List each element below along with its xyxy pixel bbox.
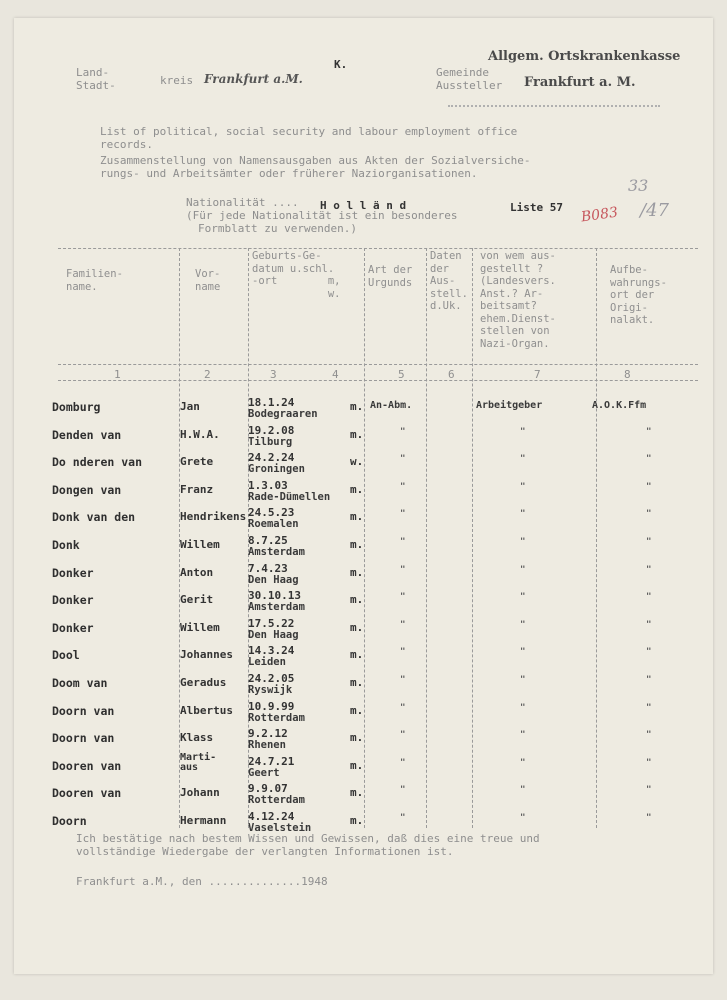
col-divider-4 (426, 248, 427, 828)
row-archive-location: " (646, 730, 652, 741)
column-number-6: 6 (448, 368, 455, 381)
kreis-value: Frankfurt a.M. (204, 72, 303, 86)
title-german-line-1: Zusammenstellung von Namensausgaben aus Akten der Sozialversiche- (100, 154, 531, 167)
header-art-der-urkunde: Art der Urgunds (368, 264, 413, 289)
row-birthdate: 9.2.12 (248, 727, 288, 741)
row-document-type: " (400, 481, 406, 492)
row-sex: m. (350, 814, 364, 827)
aussteller-label: Aussteller (436, 79, 503, 92)
row-birthplace: Amsterdam (248, 601, 305, 614)
row-firstname: H.W.A. (180, 427, 220, 441)
row-birthplace: Den Haag (248, 628, 299, 641)
row-birthplace: Rade-Dümellen (248, 490, 331, 503)
pencil-note-top: 33 (628, 176, 649, 195)
row-firstname: Jan (180, 400, 200, 413)
table-colnum-rule (58, 380, 698, 381)
row-surname: Donk van den (52, 510, 136, 525)
kreis-label: kreis (160, 74, 194, 87)
header-von-wem: von wem aus- gestellt ? (Landesvers. Anst.? Ar- beitsamt? ehem.Dienst- stellen von Nazi-Organ. (480, 250, 556, 350)
row-birthplace: Ryswijk (248, 684, 293, 696)
row-surname: Dool (52, 648, 80, 663)
title-english-line-2: records. (100, 138, 153, 151)
row-sex: m. (350, 786, 364, 800)
row-sex: m. (350, 648, 364, 662)
row-surname: Donker (52, 593, 94, 608)
column-number-8: 8 (624, 368, 631, 381)
row-issuer: " (520, 509, 526, 520)
row-birthplace: Geert (248, 766, 280, 779)
row-issuer: " (520, 592, 526, 603)
row-issuer: " (520, 537, 526, 547)
row-archive-location: " (646, 675, 652, 685)
row-birthplace: Rhenen (248, 739, 286, 752)
stamp-line-1: Allgem. Ortskrankenkasse (488, 49, 681, 64)
table-top-rule (58, 248, 698, 249)
row-firstname: Hermann (180, 814, 227, 827)
row-firstname: Klass (180, 731, 214, 745)
row-document-type: " (400, 647, 406, 658)
row-birthplace: Rotterdam (248, 794, 305, 807)
row-birthdate: 10.9.99 (248, 699, 295, 713)
row-surname: Donk (52, 538, 80, 552)
row-document-type: " (400, 509, 406, 520)
row-sex: m. (350, 703, 364, 717)
nationality-note-line-2: Formblatt zu verwenden.) (198, 222, 357, 235)
header-familienname: Familien- name. (66, 268, 123, 293)
row-firstname: Geradus (180, 676, 227, 689)
row-firstname: Marti- aus (180, 751, 217, 773)
row-surname: Denden van (52, 427, 122, 442)
row-firstname: Johann (180, 786, 220, 800)
row-surname: Doorn van (52, 731, 115, 746)
row-issuer: " (520, 813, 526, 823)
row-birthplace: Leiden (248, 656, 286, 669)
row-sex: w. (350, 455, 364, 469)
column-number-4: 4 (332, 368, 339, 381)
row-birthdate: 1.3.03 (248, 478, 288, 492)
row-birthdate: 30.10.13 (248, 589, 301, 603)
row-birthplace: Bodegraaren (248, 408, 318, 420)
row-archive-location: " (646, 813, 652, 823)
row-surname: Doorn (52, 814, 87, 828)
row-birthdate: 17.5.22 (248, 616, 295, 630)
row-birthplace: Vaselstein (248, 822, 312, 834)
row-sex: m. (350, 510, 364, 524)
row-surname: Dooren van (52, 786, 122, 801)
row-surname: Dongen van (52, 482, 122, 497)
column-number-3: 3 (270, 368, 277, 381)
nationality-value: H o l l ä n d (320, 199, 407, 212)
red-handwritten-mark: B083 (580, 204, 619, 226)
stadt-label: Stadt- (76, 79, 116, 92)
row-archive-location: " (646, 592, 652, 603)
header-aufbewahrungsort: Aufbe- wahrungs- ort der Origi- nalakt. (610, 264, 667, 326)
row-surname: Donker (52, 565, 94, 580)
document-sheet (14, 18, 713, 974)
column-number-5: 5 (398, 368, 405, 381)
row-firstname: Hendrikens (180, 510, 247, 524)
row-archive-location: " (646, 757, 652, 768)
col-divider-5 (472, 248, 473, 828)
row-birthplace: Rotterdam (248, 711, 305, 724)
row-document-type: " (400, 757, 406, 768)
row-surname: Doom van (52, 676, 108, 690)
row-issuer: " (520, 702, 526, 713)
col-divider-6 (596, 248, 597, 828)
title-german-line-2: rungs- und Arbeitsämter oder früherer Naziorganisationen. (100, 167, 478, 180)
row-issuer: " (520, 481, 526, 492)
row-birthplace: Groningen (248, 463, 305, 476)
row-firstname: Gerit (180, 593, 214, 607)
row-sex: m. (350, 593, 364, 607)
row-birthdate: 9.9.07 (248, 782, 288, 796)
row-issuer: " (520, 454, 526, 465)
stamp-line-2: Frankfurt a. M. (524, 75, 636, 90)
row-sex: m. (350, 731, 364, 745)
header-vorname: Vor- name (195, 268, 221, 293)
row-issuer: " (520, 564, 526, 575)
row-birthdate: 4.12.24 (248, 810, 295, 823)
row-surname: Dooren van (52, 758, 122, 773)
row-surname: Doorn van (52, 703, 115, 718)
row-issuer: " (520, 785, 526, 796)
row-document-type: " (400, 702, 406, 713)
row-firstname: Anton (180, 565, 214, 579)
row-firstname: Johannes (180, 648, 233, 662)
row-sex: m. (350, 427, 364, 441)
row-birthplace: Tilburg (248, 435, 293, 448)
row-sex: m. (350, 758, 364, 772)
nationality-label: Nationalität .... (186, 196, 299, 209)
row-document-type: " (400, 785, 406, 796)
row-document-type: " (400, 426, 406, 437)
header-geburtsdatum: Geburts-Ge- datum u.schl. -ort m, w. (252, 250, 341, 300)
row-birthdate: 18.1.24 (248, 396, 295, 409)
row-birthdate: 14.3.24 (248, 644, 295, 658)
row-firstname: Willem (180, 538, 220, 551)
row-issuer: " (520, 426, 526, 437)
row-birthdate: 24.2.05 (248, 672, 295, 685)
header-dotted-rule (448, 105, 660, 107)
list-number: Liste 57 (510, 201, 563, 214)
row-birthdate: 7.4.23 (248, 561, 288, 575)
row-birthplace: Amsterdam (248, 546, 305, 558)
row-birthplace: Roemalen (248, 518, 299, 531)
row-firstname: Albertus (180, 703, 233, 717)
land-label: Land- (76, 66, 110, 79)
row-issuer: Arbeitgeber (476, 400, 543, 411)
row-archive-location: " (646, 647, 652, 658)
row-sex: m. (350, 676, 364, 689)
row-document-type: " (400, 537, 406, 547)
row-firstname: Franz (180, 482, 214, 496)
row-archive-location: " (646, 702, 652, 713)
row-document-type: " (400, 564, 406, 575)
row-birthdate: 24.5.23 (248, 506, 295, 520)
row-archive-location: " (646, 509, 652, 520)
gemeinde-label: Gemeinde (436, 66, 489, 79)
row-document-type: " (400, 730, 406, 741)
row-firstname: Grete (180, 455, 214, 469)
certification-line-1: Ich bestätige nach bestem Wissen und Gewissen, daß dies eine treue und (76, 832, 540, 845)
row-document-type: " (400, 813, 406, 823)
row-archive-location: " (646, 619, 652, 630)
header-letter: K. (334, 58, 348, 71)
row-surname: Donker (52, 620, 94, 635)
row-document-type: " (400, 619, 406, 630)
row-document-type: " (400, 592, 406, 603)
row-surname: Domburg (52, 400, 101, 414)
column-number-1: 1 (114, 368, 121, 381)
row-surname: Do nderen van (52, 455, 143, 470)
row-sex: m. (350, 538, 364, 551)
row-birthdate: 24.7.21 (248, 754, 295, 768)
row-archive-location: " (646, 564, 652, 575)
header-daten-ausstellung: Daten der Aus- stell. d.Uk. (430, 250, 468, 312)
row-issuer: " (520, 675, 526, 685)
row-archive-location: " (646, 785, 652, 796)
column-number-2: 2 (204, 368, 211, 381)
row-archive-location: " (646, 481, 652, 492)
row-sex: m. (350, 400, 364, 413)
row-document-type: " (400, 675, 406, 685)
certification-line-2: vollständige Wiedergabe der verlangten Informationen ist. (76, 845, 454, 858)
row-archive-location: " (646, 426, 652, 437)
place-date-line: Frankfurt a.M., den ..............1948 (76, 875, 328, 888)
row-sex: m. (350, 565, 364, 579)
row-birthdate: 24.2.24 (248, 451, 295, 465)
row-firstname: Willem (180, 620, 220, 634)
row-archive-location: " (646, 454, 652, 465)
row-issuer: " (520, 757, 526, 768)
row-issuer: " (520, 619, 526, 630)
col-divider-3 (364, 248, 365, 828)
pencil-note-bottom: /47 (640, 200, 669, 221)
row-birthdate: 8.7.25 (248, 534, 288, 547)
row-document-type: " (400, 454, 406, 465)
title-english-line-1: List of political, social security and labour employment office (100, 125, 518, 138)
table-header-rule (58, 364, 698, 365)
row-archive-location: A.O.K.Ffm (592, 400, 647, 411)
column-number-7: 7 (534, 368, 541, 381)
row-archive-location: " (646, 537, 652, 547)
row-sex: m. (350, 620, 364, 634)
nationality-note-line-1: (Für jede Nationalität ist ein besonderes (186, 209, 458, 222)
row-issuer: " (520, 730, 526, 741)
row-birthplace: Den Haag (248, 573, 299, 586)
row-sex: m. (350, 482, 364, 496)
row-birthdate: 19.2.08 (248, 423, 295, 437)
row-document-type: An-Abm. (370, 400, 413, 411)
row-issuer: " (520, 647, 526, 658)
